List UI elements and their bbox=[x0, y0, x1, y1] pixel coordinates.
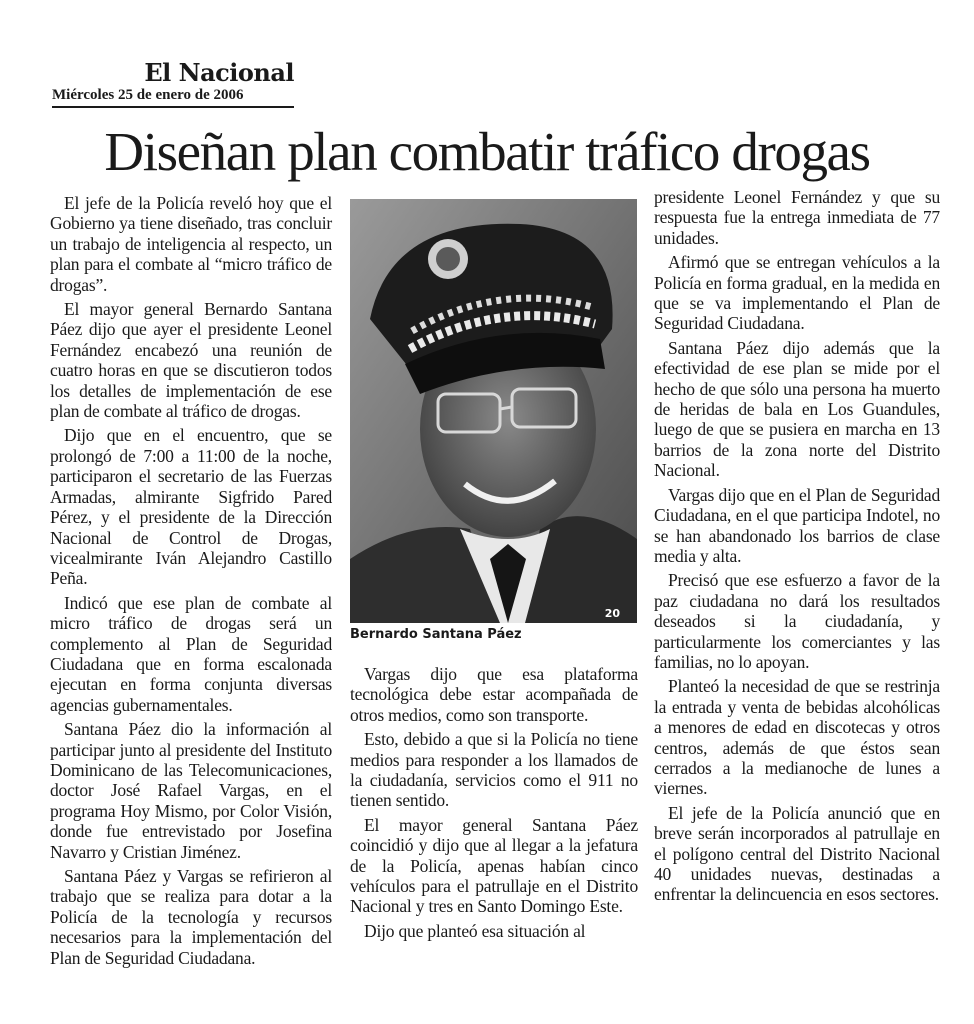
paragraph: El mayor general Bernardo Santana Páez dijo que ayer el presidente Leonel Fernández encabezó una reunión de cuatro horas en que se discutieron todos los detalles de implementación de ese plan de combate al tráfico de drogas. bbox=[50, 299, 332, 422]
paragraph: Planteó la necesidad de que se restrinja la entrada y venta de bebidas alcohólicas a menores de edad en discotecas y otros centros, además de que éstos sean cerrados a la medianoche de lunes a viernes. bbox=[654, 676, 940, 799]
paragraph: Dijo que planteó esa situación al bbox=[364, 920, 586, 941]
photo-credit: 20 bbox=[604, 607, 620, 620]
publication-date: Miércoles 25 de enero de 2006 bbox=[52, 86, 294, 108]
paragraph: Esto, debido a que si la Policía no tiene medios para responder a los llamados de la ciudadanía, servicios como el 911 no tienen sentido. bbox=[350, 729, 638, 811]
paragraph: Vargas dijo que esa plataforma tecnológica debe estar acompañada de otros medios, como son transporte. bbox=[350, 664, 638, 725]
portrait-photo bbox=[350, 199, 637, 623]
paragraph: Dijo que en el encuentro, que se prolongó de 7:00 a 11:00 de la noche, participaron el secretario de las Fuerzas Armadas, almirante Sigfrido Pared Pérez, y el presidente de la Dirección Nacional de Control de Drogas, vicealmirante Iván Alejandro Castillo Peña. bbox=[50, 425, 332, 589]
paragraph: Vargas dijo que en el Plan de Seguridad Ciudadana, en el que participa Indotel, no se han abandonado los barrios de clase media y alta. bbox=[654, 484, 940, 566]
paragraph: El mayor general Santana Páez coincidió y dijo que al llegar a la jefatura de la Policía, apenas habían cinco vehículos para el patrullaje en el Distrito Nacional y tres en Santo Domingo Este. bbox=[350, 814, 638, 917]
paragraph: Indicó que ese plan de combate al micro tráfico de drogas será un complemento al Plan de Seguridad Ciudadana que en forma escalonada ejecutan en forma conjunta diversas agencias gubernamentales. bbox=[50, 592, 332, 715]
article-headline: Diseñan plan combatir tráfico drogas bbox=[104, 121, 870, 182]
paragraph: El jefe de la Policía anunció que en breve serán incorporados al patrullaje en el polígono central del Distrito Nacional 40 unidades nuevas, destinadas a enfrentar la delincuencia en esos sectores. bbox=[654, 802, 940, 905]
paragraph: Precisó que ese esfuerzo a favor de la paz ciudadana no dará los resultados deseados si la ciudadanía, y particularmente los comerciantes y las familias, no lo apoyan. bbox=[654, 570, 940, 672]
paragraph: Santana Páez y Vargas se refirieron al trabajo que se realiza para dotar a la Policía de la tecnología y recursos necesarios para la implementación del Plan de Seguridad Ciudadana. bbox=[50, 866, 332, 968]
article-column-1 bbox=[50, 193, 332, 972]
paragraph: Santana Páez dijo además que la efectividad de ese plan se mide por el hecho de que sólo una persona ha muerto de heridas de bala en Los Guandules, luego de que se pusiera en marcha en 13 barrios de la zona norte del Distrito Nacional. bbox=[654, 337, 940, 481]
photo-caption: Bernardo Santana Páez bbox=[350, 627, 522, 642]
paragraph: El jefe de la Policía reveló hoy que el Gobierno ya tiene diseñado, tras concluir un trabajo de inteligencia al respecto, un plan para el combate al “micro tráfico de drogas”. bbox=[50, 193, 332, 295]
paragraph: Afirmó que se entregan vehículos a la Policía en forma gradual, en la medida en que se va implementando el Plan de Seguridad Ciudadana. bbox=[654, 252, 940, 334]
masthead bbox=[52, 60, 294, 108]
article-column-3 bbox=[654, 187, 940, 909]
article-column-2 bbox=[350, 664, 638, 945]
paragraph: Santana Páez dio la información al participar junto al presidente del Instituto Dominicano de las Telecomunicaciones, doctor José Rafael Vargas, en el programa Hoy Mismo, por Color Visión, donde fue entrevistado por Josefina Navarro y Cristian Jiménez. bbox=[50, 719, 332, 862]
newspaper-name: El Nacional bbox=[144, 58, 294, 87]
paragraph: presidente Leonel Fernández y que su respuesta fue la entrega inmediata de 77 unidades. bbox=[654, 187, 940, 248]
